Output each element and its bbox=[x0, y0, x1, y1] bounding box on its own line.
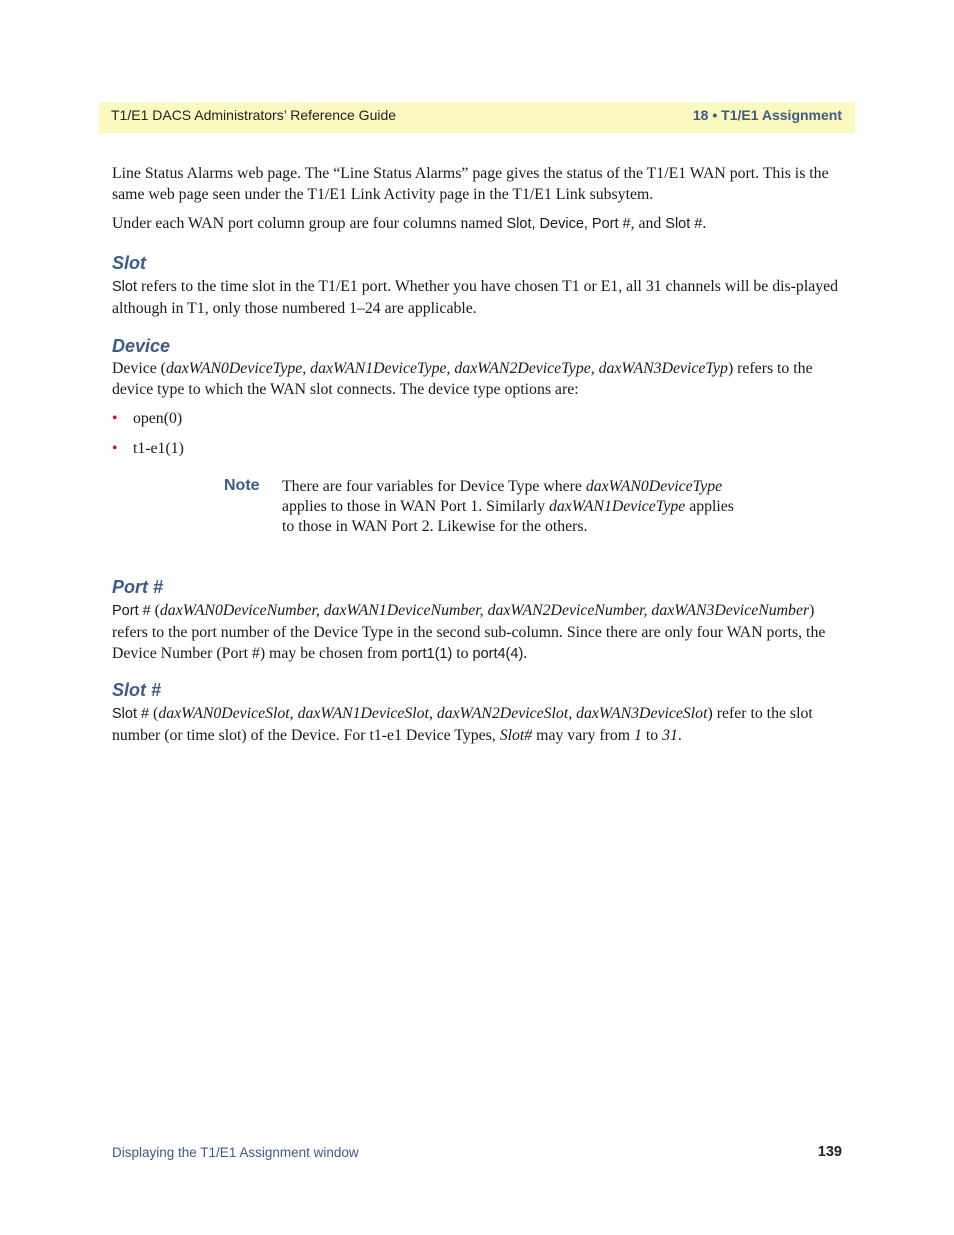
note-text bbox=[282, 477, 742, 537]
heading-device: Device bbox=[112, 336, 171, 356]
intro-paragraph-1 bbox=[112, 163, 842, 205]
device-lead: Device ( bbox=[112, 360, 166, 377]
port-text: ) refers to the port number of the Device Type in the second sub-column. Since there are only four WAN ports, the Device Number (Port #) may be chosen from bbox=[112, 602, 826, 662]
slot-number-paragraph bbox=[112, 703, 842, 746]
chapter-title: 18 • T1/E1 Assignment bbox=[692, 107, 842, 123]
heading-slot: Slot bbox=[112, 253, 146, 273]
bullet-icon: • bbox=[112, 410, 118, 427]
slot-number-variables: daxWAN0DeviceSlot, daxWAN1DeviceSlot, daxWAN2DeviceSlot, daxWAN3DeviceSlot bbox=[158, 705, 708, 722]
port-from: port1(1) bbox=[401, 646, 453, 662]
list-item bbox=[112, 408, 182, 429]
page-number: 139 bbox=[817, 1144, 842, 1160]
slot-max: 31 bbox=[662, 727, 678, 744]
option-open: open(0) bbox=[133, 410, 183, 427]
note-var-2: daxWAN1DeviceType bbox=[548, 498, 686, 515]
column-names: Slot, Device, Port # bbox=[506, 216, 631, 232]
port-open: ( bbox=[150, 602, 160, 619]
intro-paragraph-2 bbox=[112, 213, 842, 235]
port-variables: daxWAN0DeviceNumber, daxWAN1DeviceNumber, daxWAN2DeviceNumber, daxWAN3DeviceNumber bbox=[159, 602, 810, 619]
port-paragraph bbox=[112, 600, 842, 665]
slot-var: Slot# bbox=[499, 727, 533, 744]
slot-end: . bbox=[677, 727, 682, 744]
port-to: port4(4) bbox=[472, 646, 524, 662]
note-part-2: applies to those in WAN Port 1. Similarly bbox=[282, 498, 549, 515]
port-term: Port # bbox=[112, 603, 151, 619]
intro-text-1: Line Status Alarms web page. The “Line Status Alarms” page gives the status of the T1/E1 WAN port. This is the same web page seen under the T1/E1 Link Activity page in the T1/E1 Link subsytem. bbox=[112, 165, 829, 203]
footer-section-title: Displaying the T1/E1 Assignment window bbox=[112, 1145, 359, 1160]
list-item bbox=[112, 438, 184, 459]
device-variables: daxWAN0DeviceType, daxWAN1DeviceType, daxWAN2DeviceType, daxWAN3DeviceTyp bbox=[165, 360, 728, 377]
note-part-1: There are four variables for Device Type where bbox=[282, 478, 586, 495]
slot-paragraph bbox=[112, 276, 842, 319]
port-end: . bbox=[523, 645, 528, 662]
running-header bbox=[99, 102, 855, 133]
slot-text: refers to the time slot in the T1/E1 port. Whether you have chosen T1 or E1, all 31 channels will be dis-played although in T1, only those numbered 1–24 are applicable. bbox=[112, 278, 839, 317]
device-text: ) refers to the device type to which the WAN slot connects. The device type options are: bbox=[112, 360, 813, 398]
slot-range-text: may vary from bbox=[532, 727, 634, 744]
slot-number-open: ( bbox=[149, 705, 159, 722]
slot-number-term: Slot # bbox=[112, 706, 150, 722]
heading-slot-number: Slot # bbox=[112, 680, 162, 700]
slot-to-word: to bbox=[641, 727, 663, 744]
device-paragraph bbox=[112, 358, 842, 400]
intro-end: . bbox=[702, 215, 707, 232]
heading-port: Port # bbox=[112, 577, 164, 597]
slot-min: 1 bbox=[633, 727, 642, 744]
guide-title: T1/E1 DACS Administrators’ Reference Guide bbox=[111, 107, 397, 123]
note-part-3: applies to those in WAN Port 2. Likewise for the others. bbox=[282, 498, 734, 535]
bullet-icon: • bbox=[112, 440, 118, 457]
intro-text-2: Under each WAN port column group are four columns named bbox=[112, 215, 507, 232]
option-t1e1: t1-e1(1) bbox=[133, 440, 184, 457]
port-to-word: to bbox=[452, 645, 473, 662]
note-var-1: daxWAN0DeviceType bbox=[585, 478, 723, 495]
note-label: Note bbox=[224, 477, 260, 494]
column-last: Slot # bbox=[665, 216, 703, 232]
intro-and: , and bbox=[630, 215, 666, 232]
slot-term: Slot bbox=[112, 279, 137, 295]
slot-number-text: ) refer to the slot number (or time slot) of the Device. For t1-e1 Device Types, bbox=[112, 705, 813, 744]
